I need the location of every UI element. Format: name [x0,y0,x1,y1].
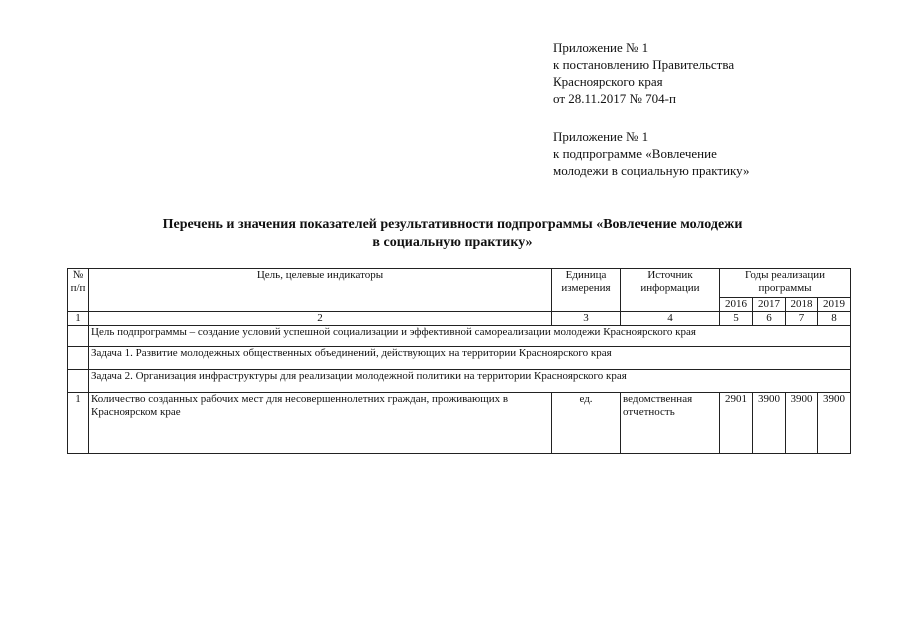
header-line: к постановлению Правительства [553,57,735,72]
indicator-num: 1 [68,393,89,454]
appendix-line: к подпрограмме «Вовлечение [553,146,717,161]
header-year: 2019 [818,298,851,312]
task-text: Задача 1. Развитие молодежных общественных объединений, действующих на территории Красноярского края [89,347,851,370]
header-source: Источник информации [621,269,720,312]
subprogram-reference [553,128,750,179]
header-line: от 28.11.2017 № 704-п [553,91,676,106]
column-number: 2 [89,312,552,326]
column-number: 6 [753,312,786,326]
appendix-line: Приложение № 1 [553,129,649,144]
header-num: № п/п [68,269,89,312]
indicator-unit: ед. [552,393,621,454]
column-number: 1 [68,312,89,326]
header-unit: Единица измерения [552,269,621,312]
title-line-1: Перечень и значения показателей результативности подпрограммы «Вовлечение молодежи [162,217,743,232]
indicator-value-2017: 3900 [753,393,786,454]
header-line: Приложение № 1 [553,40,649,55]
header-years-group: Годы реализации программы [720,269,851,298]
column-numbers-row [68,312,851,326]
indicators-table [67,268,851,454]
header-year: 2018 [786,298,818,312]
column-number: 3 [552,312,621,326]
indicator-value-2018: 3900 [786,393,818,454]
header-goal: Цель, целевые индикаторы [89,269,552,312]
task-row [68,347,851,370]
indicator-row [68,393,851,454]
resolution-reference [553,39,734,107]
header-year: 2017 [753,298,786,312]
task-text: Задача 2. Организация инфраструктуры для реализации молодежной политики на территории Красноярского края [89,370,851,393]
task-row [68,370,851,393]
indicator-value-2016: 2901 [720,393,753,454]
appendix-line: молодежи в социальную практику» [553,163,750,178]
column-number: 5 [720,312,753,326]
header-year: 2016 [720,298,753,312]
header-line: Красноярского края [553,74,663,89]
goal-row [68,326,851,347]
column-number: 4 [621,312,720,326]
column-number: 8 [818,312,851,326]
document-title [60,216,845,252]
indicator-value-2019: 3900 [818,393,851,454]
indicator-name: Количество созданных рабочих мест для несовершеннолетних граждан, проживающих в Красноярском крае [89,393,552,454]
goal-text: Цель подпрограммы – создание условий успешной социализации и эффективной самореализации молодежи Красноярского края [89,326,851,347]
column-number: 7 [786,312,818,326]
indicator-source: ведомственная отчетность [621,393,720,454]
title-line-2: в социальную практику» [372,235,533,250]
